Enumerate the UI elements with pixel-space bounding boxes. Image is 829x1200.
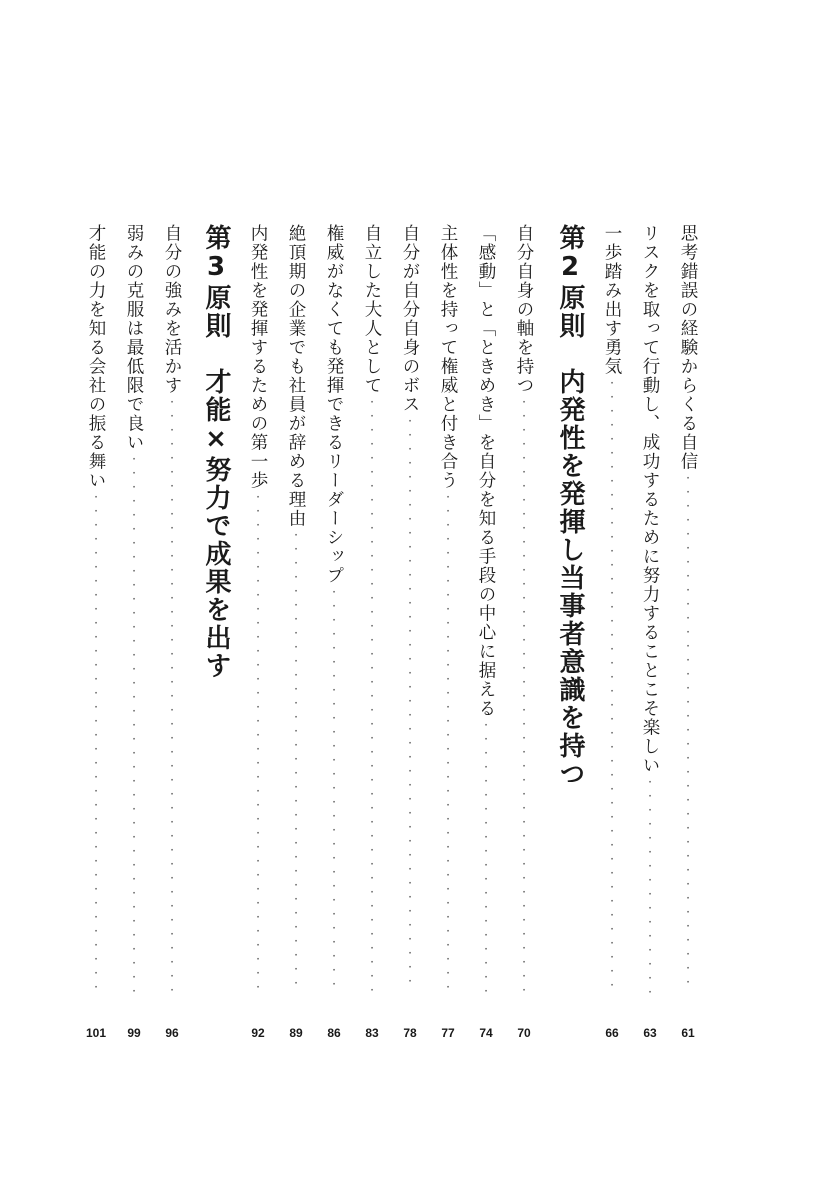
toc-page-number: 96: [165, 1026, 179, 1040]
toc-entry-title: 自分の強みを活かす: [162, 224, 182, 395]
dot-leader: ···········································: [517, 395, 531, 997]
toc-entry[interactable]: [508, 224, 540, 1020]
dot-leader: ·········································: [403, 414, 417, 988]
toc-entry[interactable]: [634, 224, 666, 1020]
chapter-heading-title: 第2原則 内発性を発揮し当事者意識を持つ: [555, 224, 585, 788]
dot-leader: ·······································: [127, 452, 141, 998]
dot-leader: ···········································: [165, 395, 179, 997]
toc-page-number: 83: [365, 1026, 379, 1040]
toc-entry-title: 権威がなくても発揮できるリーダーシップ: [324, 224, 344, 585]
toc-entry[interactable]: [470, 224, 502, 1020]
toc-page-number: 70: [517, 1026, 531, 1040]
toc-entry[interactable]: [432, 224, 464, 1020]
toc-entry-title: 絶頂期の企業でも社員が辞める理由: [286, 224, 306, 528]
toc-entry[interactable]: [80, 224, 112, 1020]
toc-page-number: 77: [441, 1026, 455, 1040]
toc-page-number: 61: [681, 1026, 695, 1040]
toc-entry[interactable]: [596, 224, 628, 1020]
chapter-heading: [196, 224, 236, 1020]
toc-entry[interactable]: [318, 224, 350, 1020]
toc-page-number: 86: [327, 1026, 341, 1040]
toc-page-number: 66: [605, 1026, 619, 1040]
toc-entry-title: 才能の力を知る会社の振る舞い: [86, 224, 106, 490]
toc-page-number: 63: [643, 1026, 657, 1040]
dot-leader: ·····································: [681, 471, 695, 989]
toc-page-number: 89: [289, 1026, 303, 1040]
toc-entry[interactable]: [394, 224, 426, 1020]
dot-leader: ·································: [289, 528, 303, 990]
dot-leader: ····································: [441, 490, 455, 994]
toc-page-number: 101: [85, 1026, 107, 1040]
toc-entry[interactable]: [280, 224, 312, 1020]
toc-entry[interactable]: [356, 224, 388, 1020]
toc-page-number: 92: [251, 1026, 265, 1040]
toc-entry-title: 内発性を発揮するための第一歩: [248, 224, 268, 490]
dot-leader: ····································: [251, 490, 265, 994]
toc-entry[interactable]: [672, 224, 704, 1020]
chapter-heading: [550, 224, 590, 1020]
toc-entry-title: 自立した大人として: [362, 224, 382, 395]
toc-entry[interactable]: [156, 224, 188, 1020]
dot-leader: ····················: [479, 718, 493, 998]
toc-entry-title: リスクを取って行動し、成功するために努力することこそ楽しい: [640, 224, 660, 775]
dot-leader: ············································: [605, 376, 619, 992]
dot-leader: ····································: [89, 490, 103, 994]
toc-entry-title: 「感動」と「ときめき」を自分を知る手段の中心に据える: [476, 224, 496, 718]
dot-leader: ················: [643, 775, 657, 999]
toc-page-number: 78: [403, 1026, 417, 1040]
toc-page-number: 99: [127, 1026, 141, 1040]
toc-entry-title: 弱みの克服は最低限で良い: [124, 224, 144, 452]
toc-entry-title: 自分が自分自身のボス: [400, 224, 420, 414]
toc-entry-title: 自分自身の軸を持つ: [514, 224, 534, 395]
chapter-heading-title: 第3原則 才能×努力で成果を出す: [201, 224, 231, 680]
toc-entry-title: 思考錯誤の経験からくる自信: [678, 224, 698, 471]
dot-leader: ·····························: [327, 585, 341, 991]
toc-page-number: 74: [479, 1026, 493, 1040]
dot-leader: ···········································: [365, 395, 379, 997]
toc-entry-title: 主体性を持って権威と付き合う: [438, 224, 458, 490]
toc-entry[interactable]: [242, 224, 274, 1020]
toc-entry[interactable]: [118, 224, 150, 1020]
toc-entry-title: 一歩踏み出す勇気: [602, 224, 622, 376]
